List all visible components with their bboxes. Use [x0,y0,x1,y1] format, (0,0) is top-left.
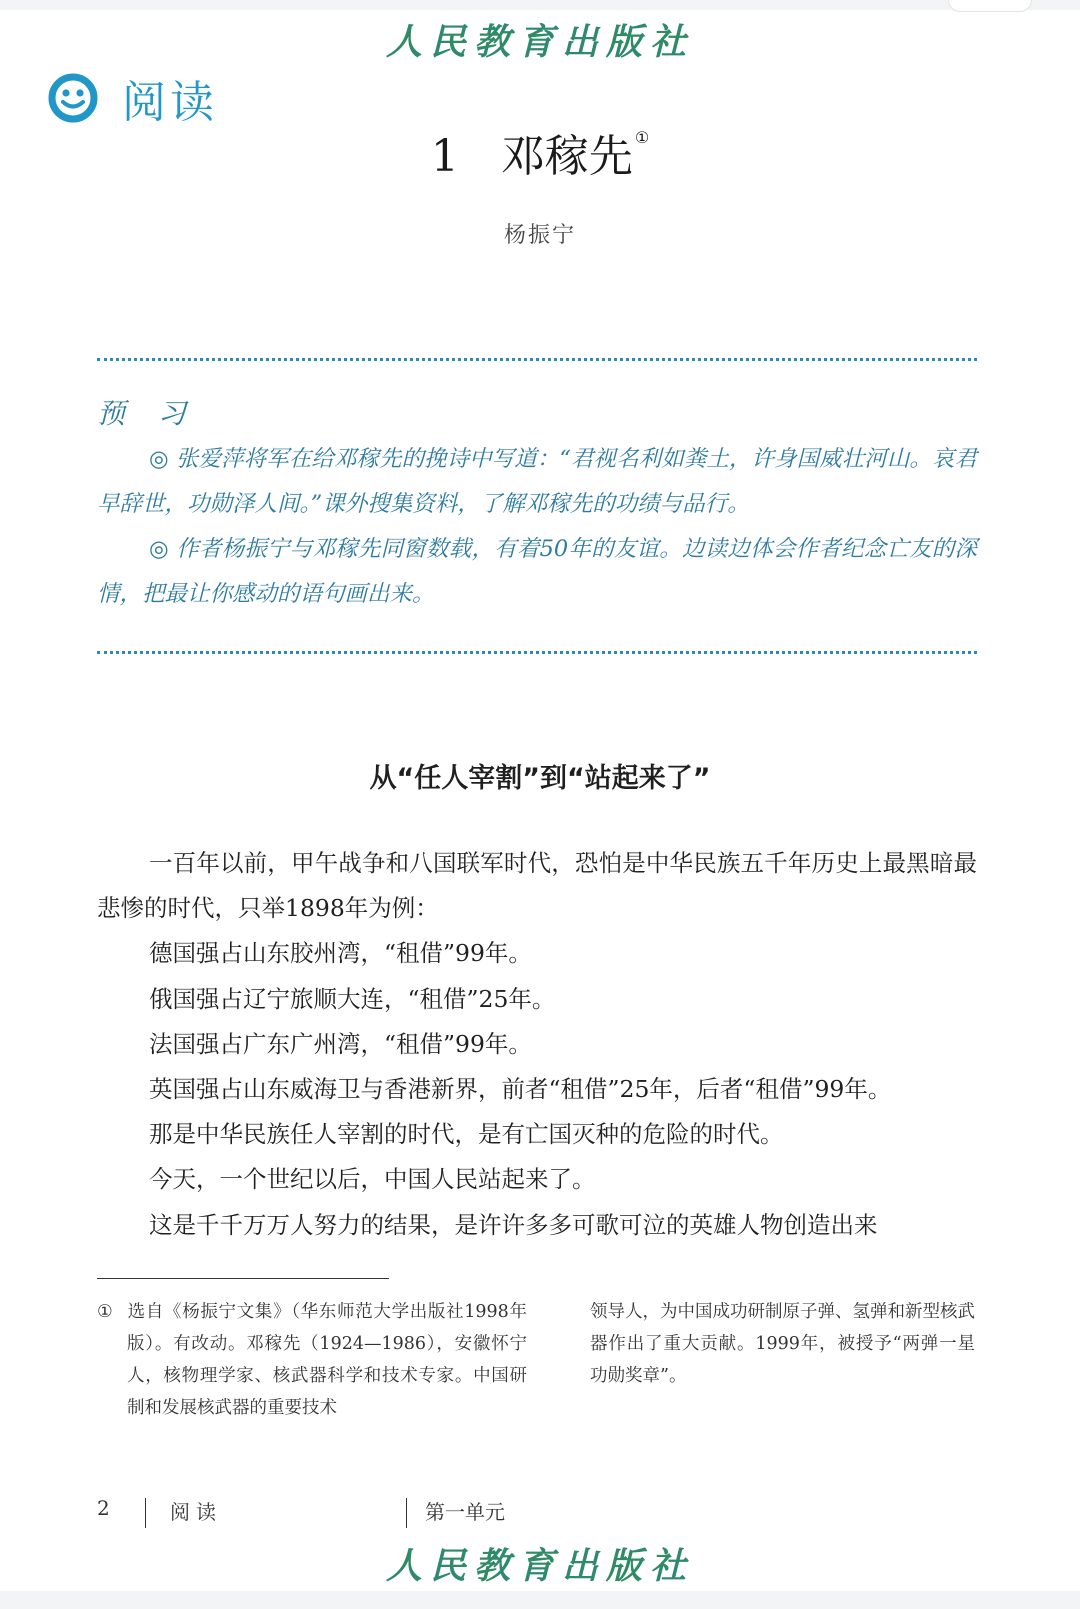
footnote-rule [97,1278,389,1279]
top-bar [0,0,1080,10]
paragraph: 德国强占山东胶州湾，“租借”99年。 [149,939,532,968]
footnote-col1 [97,1296,527,1424]
paragraph: 今天，一个世纪以后，中国人民站起来了。 [149,1165,596,1194]
publisher-header: 人民教育出版社 [385,21,694,63]
paragraph: 这是千千万万人努力的结果，是许许多多可歌可泣的英雄人物创造出来 [149,1210,878,1239]
preview-divider-bottom [97,651,977,654]
footnote-text: 选自《杨振宁文集》（华东师范大学出版社1998年版）。有改动。邓稼先（1924—1986），安徽怀宁人，核物理学家、核武器科学和技术专家。中国研制和发展核武器的重要技术 [127,1302,527,1418]
pull-tab[interactable] [948,0,1032,12]
publisher-footer: 人民教育出版社 [385,1545,694,1587]
footer-divider [145,1498,146,1528]
footer-divider [406,1498,407,1528]
smile-icon [48,73,98,123]
bottom-bar [0,1591,1080,1609]
paragraph: 俄国强占辽宁旅顺大连，“租借”25年。 [149,984,556,1013]
paragraph: 英国强占山东威海卫与香港新界，前者“租借”25年，后者“租借”99年。 [149,1075,892,1104]
paragraph: 法国强占广东广州湾，“租借”99年。 [149,1029,532,1058]
lesson-footnote-mark[interactable]: ① [634,128,650,147]
author: 杨振宁 [503,223,576,248]
paragraph: 一百年以前，甲午战争和八国联军时代，恐怕是中华民族五千年历史上最黑暗最悲惨的时代，只举1898年为例： [97,849,977,923]
footer-unit: 第一单元 [425,1500,505,1524]
preview-item: ◎ 张爱萍将军在给邓稼先的挽诗中写道：“君视名利如粪土，许身国威壮河山。哀君早辞世，功勋泽人间。”课外搜集资料，了解邓稼先的功绩与品行。 [97,446,977,517]
lesson-number: 1 [430,131,459,182]
footnote-mark: ① [97,1302,113,1322]
preview-title: 预 习 [97,397,198,430]
lesson-title [0,120,1080,184]
footnote-col2: 领导人，为中国成功研制原子弹、氢弹和新型核武器作出了重大贡献。1999年，被授予“两弹一星功勋奖章”。 [590,1302,975,1386]
lesson-name: 邓稼先 [500,131,633,182]
section-title: 阅读 [122,77,218,128]
subheading: 从“任人宰割”到“站起来了” [369,763,711,794]
preview-item: ◎ 作者杨振宁与邓稼先同窗数载，有着50年的友谊。边读边体会作者纪念亡友的深情，把最让你感动的语句画出来。 [97,536,977,607]
body-text [97,841,977,1248]
paragraph: 那是中华民族任人宰割的时代，是有亡国灭种的危险的时代。 [149,1120,784,1149]
page-number: 2 [97,1496,110,1520]
footer-section: 阅读 [170,1500,222,1524]
preview-divider-top [97,358,977,361]
